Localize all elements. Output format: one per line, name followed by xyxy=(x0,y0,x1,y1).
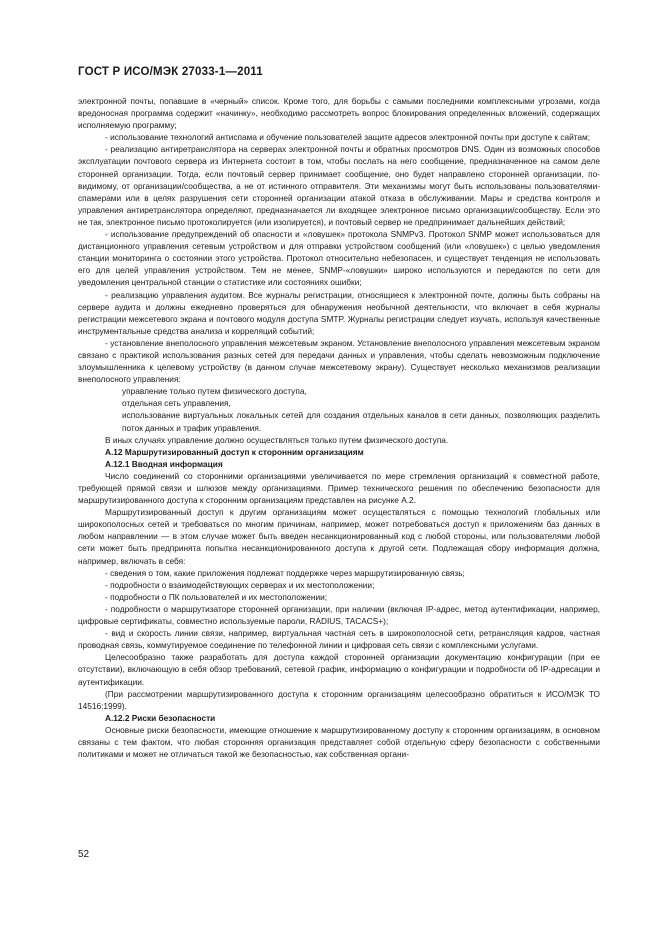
sub-list-item: управление только путем физического доступа, xyxy=(122,386,307,397)
paragraph: Число соединений со сторонними организациями увеличивается по мере стремления организаций к совместной работе, требующей прямой связи и шлюзов между организациями. Пример технического решения по обеспечению безопасности для маршрутизированного доступа к сторонним организациям представлен на рисунке А.2. xyxy=(78,470,600,506)
list-item: - реализацию антиретранслятора на серверах электронной почты и обратных просмотров DNS. Один из возможных способов эксплуатации почтового сервера из Интернета состоит в том, чтобы послать на него сообщение, предназначенное на самом деле сторонней организации. Тогда, если почтовый сервер принимает сообщение, оно будет направлено сторонней организации, по-видимому, от организации/сообщества, а не от истинного отправителя. Эти механизмы могут быть использованы пользователями-спамерами или в целях разрушения сети сторонней организации атакой отказа в обслуживании. Мары и средства контроля и управления антиретранслятора определяют, предназначается ли входящее электронное письмо организации/сообществу. Если это не так, электронное письмо протоколируется (или изолируется), и почтовый сервер не предпринимает дальнейших действий; xyxy=(78,144,600,227)
sub-list-item: использование виртуальных локальных сетей для создания отдельных каналов в сети данных, позволяющих разделить поток данных и трафик управления. xyxy=(122,410,600,433)
list-item: - установление внеполосного управления межсетевым экраном. Установление внеполосного управления межсетевым экраном связано с практикой использования разных сетей для передачи данных и управления, чтобы сделать невозможным подключение злоумышленника к целевому устройству (в данном случае межсетевому экрану). Существует несколько механизмов реализации внеполосного управления: xyxy=(78,337,600,385)
paragraph: Основные риски безопасности, имеющие отношение к маршрутизированному доступу к сторонним организациям, в основном связаны с тем фактом, что любая сторонняя организация представляет собой отдельную сферу безопасности с собственными политиками и может не отличаться такой же безопасностью, как собственная органи- xyxy=(78,724,600,760)
list-item: - использование предупреждений об опасности и «ловушек» протокола SNMPv3. Протокол SNMP может использоваться для дистанционного управления сетевым устройством и для отправки устройством сообщений (или «ловушек») с целью уведомления станции мониторинга о состоянии этого устройства. Протокол относительно небезопасен, и существует тенденция не использовать его для целей управления устройством. Тем не менее, SNMP-«ловушки» широко используются и передаются по сети для уведомления центральной станции о статистике или состояниях ошибки; xyxy=(78,229,600,288)
paragraph: В иных случаях управление должно осуществляться только путем физического доступа. xyxy=(105,434,449,445)
sub-list-item: отдельная сеть управления, xyxy=(122,398,231,409)
section-heading: А.12 Маршрутизированный доступ к сторонним организациям xyxy=(105,446,364,457)
subsection-heading: А.12.1 Вводная информация xyxy=(105,458,223,469)
page-number: 52 xyxy=(78,849,90,860)
list-item: - сведения о том, какие приложения подлежат поддержке через маршрутизированную связь; xyxy=(105,567,465,578)
subsection-heading: А.12.2 Риски безопасности xyxy=(105,712,216,723)
list-item: - реализацию управления аудитом. Все журналы регистрации, относящиеся к электронной почте, должны быть собраны на сервере аудита и должны ежедневно проверяться для обнаружения необычной деятельности, что включает в себя журналы регистрации межсетевого экрана и почтового модуля доступа SMTP. Журналы регистрации следует изучать, используя качественные инструментальные средства анализа и корреляций событий; xyxy=(78,289,600,336)
paragraph: Целесообразно также разработать для доступа каждой сторонней организации документацию конфигурации (при ее отсутствии), включающую в себя обзор требований, сетевой график, информацию о конфигурации и подробности об IP-адресации и аутентификации. xyxy=(78,652,600,687)
list-item: - подробности о взаимодействующих серверах и их местоположении; xyxy=(105,579,375,590)
list-item: - подробности о ПК пользователей и их местоположении; xyxy=(105,591,328,602)
list-item: - вид и скорость линии связи, например, виртуальная частная сеть в широкополосной сети, ретрансляция кадров, частная проводная связь, коммутируемое соединение по телефонной линии и цифровая сеть связи с комплексными услугами. xyxy=(78,628,600,651)
document-header: ГОСТ Р ИСО/МЭК 27033-1—2011 xyxy=(78,66,263,78)
paragraph: электронной почты, попавшие в «черный» список. Кроме того, для борьбы с самыми последними комплексными угрозами, когда вредоносная программа содержит «начинку», необходимо рассмотреть вопрос блокирования определенных вложений, содержащих исполняемую программу; xyxy=(78,96,600,131)
paragraph: (При рассмотрении маршрутизированного доступа к сторонним организациям целесообразно обратиться к ИСО/МЭК ТО 14516:1999). xyxy=(78,688,600,711)
list-item: - подробности о маршрутизаторе сторонней организации, при наличии (включая IP-адрес, метод аутентификации, например, цифровые сертификаты, совместно используемые пароли, RADIUS, TACACS+); xyxy=(78,603,600,627)
list-item: - использование технологий антиспама и обучение пользователей защите адресов электронной почты при доступе к сайтам; xyxy=(105,132,591,143)
paragraph: Маршрутизированный доступ к другим организациям может осуществляться с помощью технологий глобальных или широкополосных сетей и требоваться по многим причинам, например, может потребоваться доступ к приложениям баз данных в любом направлении — в этом случае может быть введен несанкционированный код с любой стороны, или пользователями любой сети может быть предпринята попытка несанкционированного доступа к другой сети. Подлежащая сбору информация должна, например, включать в себя: xyxy=(78,507,600,566)
document-body xyxy=(78,95,600,760)
